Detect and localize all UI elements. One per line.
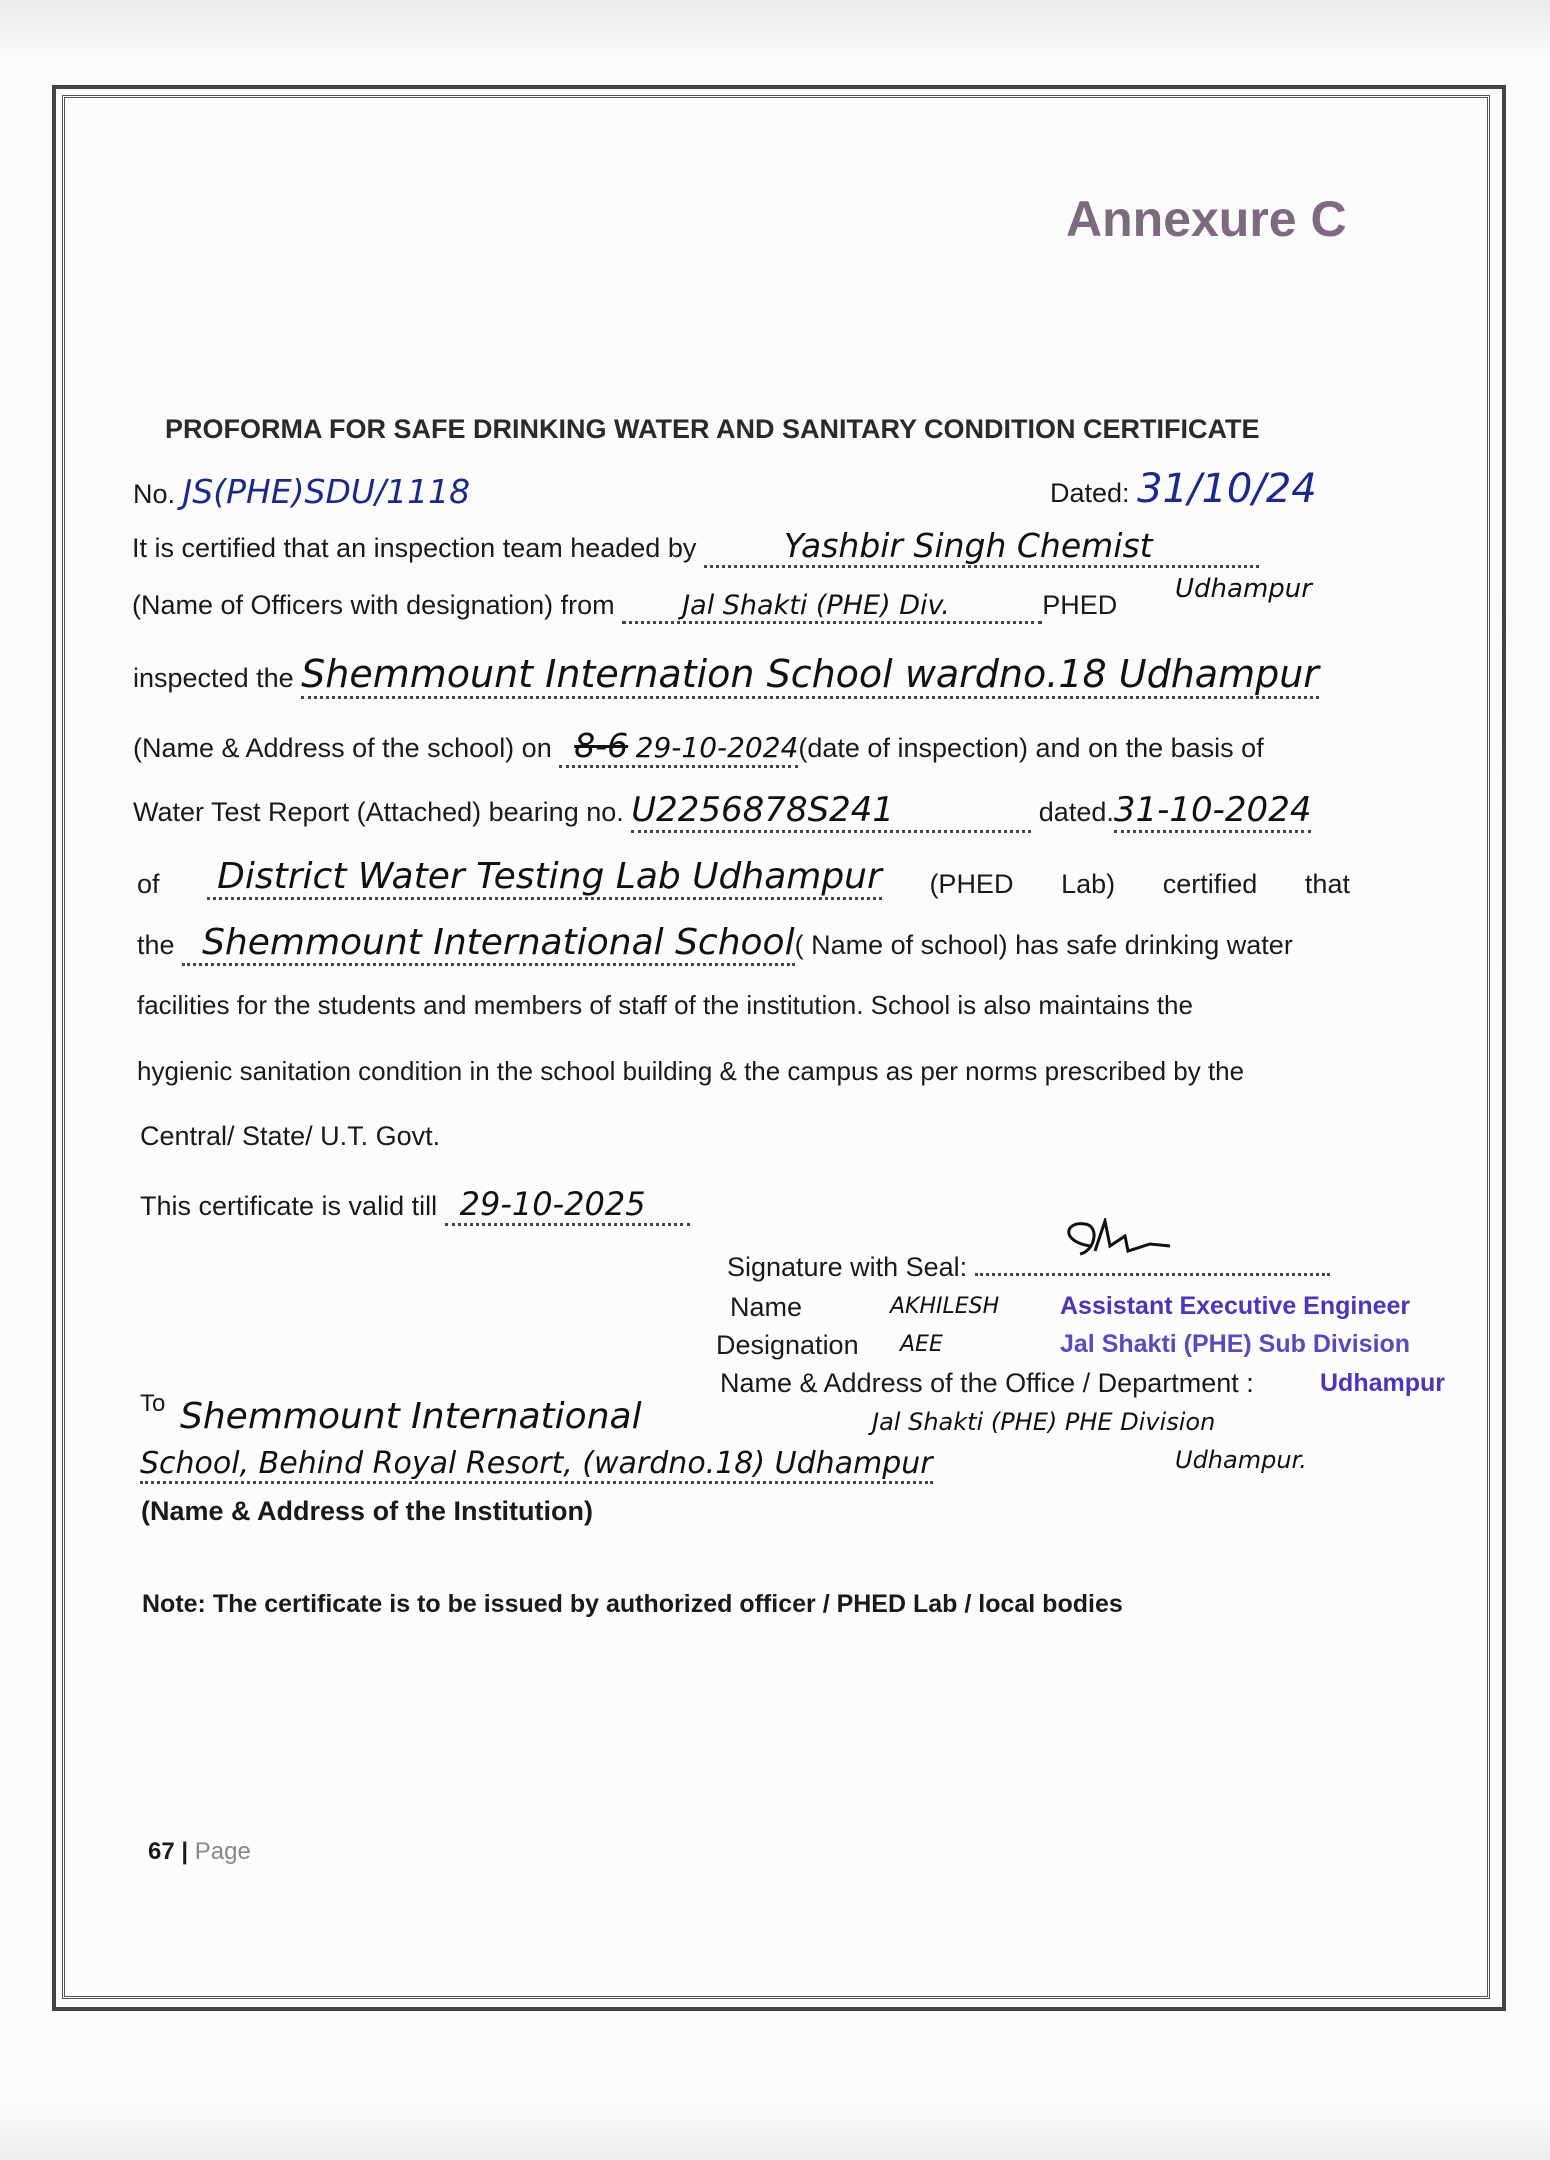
- lab-value: District Water Testing Lab Udhampur: [217, 856, 882, 897]
- struck-date: 8-6: [574, 726, 629, 765]
- note: Note: The certificate is to be issued by authorized officer / PHED Lab / local bodies: [142, 1590, 1123, 1618]
- dated-value: 31/10/24: [1137, 466, 1317, 512]
- inspection-date-line: [133, 726, 1264, 768]
- inspected-line: [133, 652, 1319, 699]
- school-suffix: ( Name of school) has safe drinking water: [794, 930, 1293, 960]
- from-printed: PHED: [1042, 590, 1118, 620]
- number-value: JS(PHE)SDU/1118: [182, 472, 471, 511]
- office-value: Udhampur.: [1175, 1446, 1307, 1474]
- lab-line: [137, 856, 1350, 900]
- headed-by-value: Yashbir Singh Chemist: [783, 526, 1153, 565]
- signature-label: Signature with Seal:: [727, 1252, 968, 1282]
- report-number-field: [631, 790, 1031, 833]
- headed-by-field: [704, 526, 1259, 568]
- valid-label: This certificate is valid till: [140, 1191, 438, 1221]
- report-label: Water Test Report (Attached) bearing no.: [133, 797, 624, 827]
- office-label: Name & Address of the Office / Department :: [720, 1368, 1254, 1398]
- validity-line: [140, 1185, 690, 1226]
- certificate-number: [133, 472, 470, 511]
- valid-field: [445, 1185, 690, 1226]
- from-value: Jal Shakti (PHE) Div.: [682, 590, 950, 621]
- on-label: (Name & Address of the school) on: [133, 733, 552, 763]
- the-label: the: [137, 930, 175, 960]
- report-line: [133, 790, 1311, 833]
- lab-field: [207, 856, 882, 900]
- from-value-2: Udhampur: [1175, 574, 1312, 604]
- inspection-date-field: [559, 726, 798, 768]
- paragraph-line: hygienic sanitation condition in the school building & the campus as per norms prescribed by the: [137, 1056, 1245, 1086]
- stamp-line: Udhampur: [1320, 1369, 1445, 1397]
- paragraph-line: Central/ State/ U.T. Govt.: [140, 1121, 441, 1151]
- annexure-heading: Annexure C: [1066, 191, 1347, 247]
- lab-suffix: certified: [1162, 869, 1258, 899]
- headed-by-label: It is certified that an inspection team headed by: [132, 533, 697, 563]
- report-number: U2256878S241: [631, 790, 895, 830]
- valid-value: 29-10-2025: [459, 1185, 646, 1223]
- paragraph-line: facilities for the students and members of staff of the institution. School is also maintains the: [137, 990, 1193, 1020]
- from-label: (Name of Officers with designation) from: [132, 590, 615, 620]
- dated-label: Dated:: [1050, 478, 1130, 508]
- lab-suffix: Lab): [1061, 869, 1116, 899]
- designation-value: AEE: [900, 1332, 943, 1357]
- stamp-line: Jal Shakti (PHE) Sub Division: [1060, 1330, 1411, 1358]
- signature-field: [975, 1273, 1330, 1276]
- inspected-label: inspected the: [133, 663, 294, 693]
- lab-suffix: that: [1304, 869, 1350, 899]
- designation-label: Designation: [716, 1330, 859, 1360]
- from-field: [622, 590, 1042, 624]
- recipient-address: School, Behind Royal Resort, (wardno.18) Udhampur: [140, 1446, 933, 1484]
- report-date: 31-10-2024: [1113, 790, 1312, 830]
- school-value: Shemmount International School: [202, 922, 795, 963]
- lab-suffix: (PHED: [929, 869, 1014, 899]
- of-label: of: [137, 869, 160, 899]
- certificate-date: [1050, 466, 1317, 512]
- number-label: No.: [133, 479, 176, 509]
- school-field: [182, 922, 795, 966]
- page-word: Page: [194, 1838, 251, 1865]
- on-suffix: (date of inspection) and on the basis of: [798, 733, 1264, 763]
- document-title: PROFORMA FOR SAFE DRINKING WATER AND SANITARY CONDITION CERTIFICATE: [165, 414, 1260, 444]
- separator: |: [181, 1838, 189, 1865]
- signature-line: [727, 1252, 1330, 1283]
- recipient-caption: (Name & Address of the Institution): [141, 1496, 594, 1526]
- school-line: [137, 922, 1293, 966]
- page-border-inner: [62, 95, 1490, 1999]
- report-dated-label: dated.: [1038, 797, 1114, 827]
- office-line: [720, 1368, 1254, 1399]
- report-date-field: [1114, 790, 1312, 833]
- recipient-line: Shemmount International: [180, 1396, 642, 1437]
- stamp-line: Assistant Executive Engineer: [1060, 1292, 1411, 1320]
- inspected-field: [301, 652, 1319, 699]
- name-value: AKHILESH: [890, 1294, 1000, 1319]
- name-label: Name: [730, 1292, 803, 1322]
- inspection-date-value: 29-10-2024: [635, 731, 799, 764]
- inspected-value: Shemmount Internation School wardno.18 Udhampur: [301, 652, 1319, 696]
- signature-scribble: [1050, 1218, 1180, 1258]
- recipient-line: [140, 1446, 933, 1484]
- page-footer: [148, 1838, 251, 1866]
- page-number: 67: [148, 1838, 175, 1865]
- to-label: To: [140, 1390, 166, 1417]
- office-value: Jal Shakti (PHE) PHE Division: [872, 1408, 1216, 1436]
- headed-by-line: [132, 526, 1259, 568]
- from-line: [132, 590, 1117, 624]
